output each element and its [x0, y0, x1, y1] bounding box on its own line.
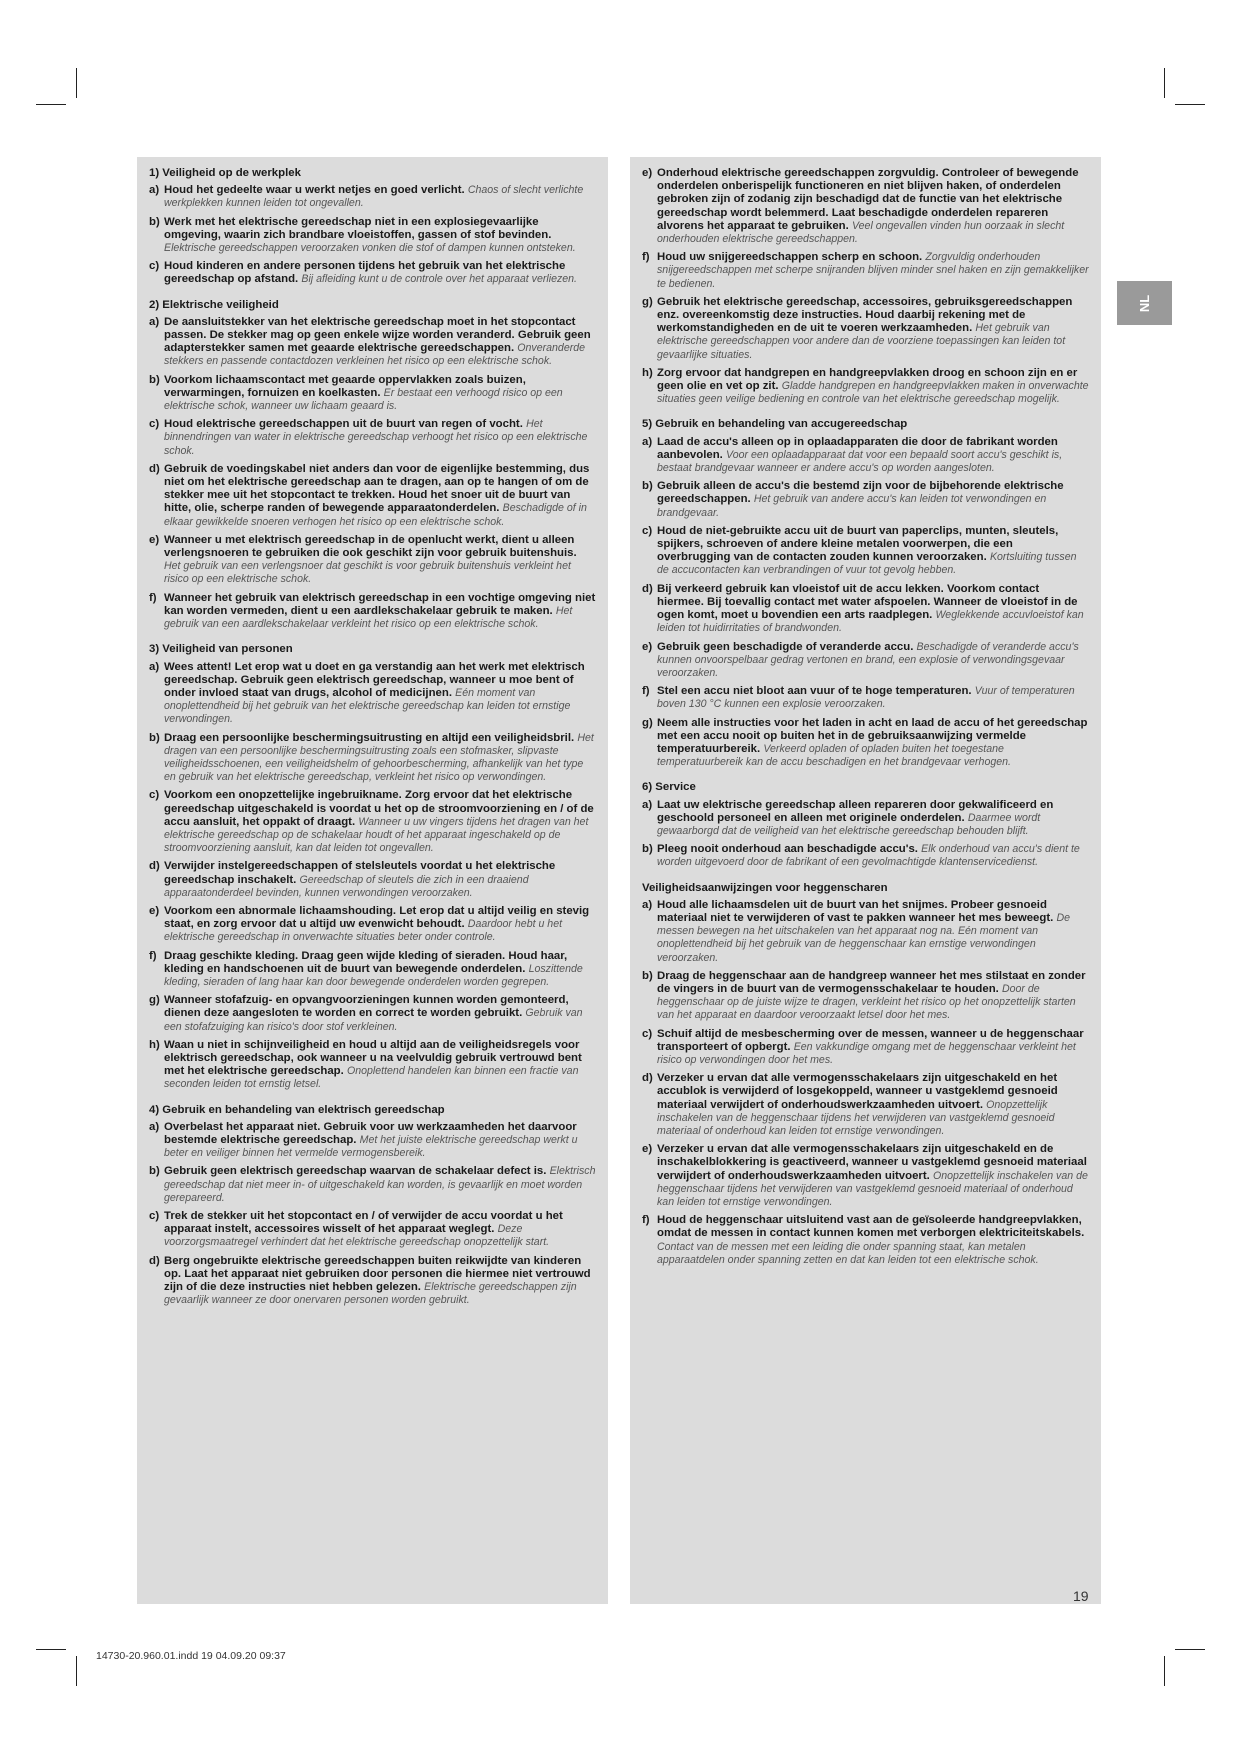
- instruction-item: [149, 1165, 596, 1205]
- instruction-item: [149, 732, 596, 785]
- item-instruction: Berg ongebruikte elektrische gereedschappen buiten reikwijdte van kinderen op. Laat het apparaat niet gebruiken door personen die hiermee niet vertrouwd zijn of die deze instructies niet hebben gelezen.: [164, 1254, 591, 1294]
- item-instruction: Neem alle instructies voor het laden in acht en laad de accu of het gereedschap met een accu nooit op buiten het in de gebruiksaanwijzing vermelde temperatuurbereik.: [657, 716, 1088, 755]
- item-letter: d): [149, 860, 160, 873]
- instruction-item: [642, 899, 1089, 965]
- section: [642, 781, 1089, 869]
- instruction-item: [149, 184, 596, 210]
- item-instruction: Trek de stekker uit het stopcontact en / of verwijder de accu voordat u het apparaat instelt, accessoires wisselt of het apparaat weglegt.: [164, 1210, 563, 1236]
- item-letter: a): [642, 798, 653, 811]
- item-instruction: Verzeker u ervan dat alle vermogensschakelaars zijn uitgeschakeld en de inschakelblokkering is geactiveerd, wanneer u vastgeklemd gesnoeid materiaal verwijdert of onderhoudswerkzaamheden uitvoert.: [657, 1143, 1087, 1182]
- item-instruction: Gebruik de voedingskabel niet anders dan voor de eigenlijke bestemming, dus niet om het elektrische gereedschap aan te dragen, aan op te hangen of om de stekker mee uit het stopcontact te trekken. Houd het snoer uit de buurt van hitte, olie, scherpe randen of bewegende apparaatonderdelen.: [164, 462, 590, 515]
- item-explanation: Het gebruik van een verlengsnoer dat geschikt is voor gebruik buitenshuis verkleint het risico op een elektrische schok.: [164, 560, 571, 586]
- item-letter: b): [642, 969, 653, 982]
- instruction-item: [642, 296, 1089, 362]
- instruction-item: [642, 525, 1089, 578]
- item-letter: b): [149, 215, 160, 228]
- item-letter: b): [642, 843, 653, 856]
- crop-mark: [76, 68, 77, 98]
- instruction-item: [149, 661, 596, 727]
- instruction-item: [149, 950, 596, 990]
- item-letter: g): [149, 994, 160, 1007]
- section: [149, 167, 596, 287]
- instruction-item: [642, 1214, 1089, 1267]
- item-instruction: Overbelast het apparaat niet. Gebruik voor uw werkzaamheden het daarvoor bestemde elektrische gereedschap.: [164, 1120, 577, 1146]
- item-instruction: Bij verkeerd gebruik kan vloeistof uit de accu lekken. Voorkom contact hiermee. Bij toevallig contact met water afspoelen. Wanneer de vloeistof in de ogen komt, moet u bovendien een arts raadplegen.: [657, 582, 1078, 622]
- item-explanation: Elektrische gereedschappen zijn gevaarlijk wanneer ze door onervaren personen worden gebruikt.: [164, 1281, 577, 1307]
- item-instruction: De aansluitstekker van het elektrische gereedschap moet in het stopcontact passen. De stekker mag op geen enkele wijze worden veranderd. Gebruik geen adapterstekker samen met geaarde elektrische gereedschappen.: [164, 315, 591, 355]
- item-letter: f): [149, 591, 157, 604]
- crop-mark: [1175, 1649, 1205, 1650]
- instruction-item: [149, 534, 596, 587]
- item-letter: b): [149, 731, 160, 744]
- item-letter: c): [642, 524, 653, 537]
- section: [149, 1104, 596, 1308]
- item-explanation: Elektrische gereedschappen veroorzaken vonken die stof of dampen kunnen ontsteken.: [164, 242, 576, 255]
- item-letter: d): [642, 582, 653, 595]
- item-explanation: Wanneer u uw vingers tijdens het dragen van het elektrische gereedschap op de schakelaar houdt of het apparaat ingeschakeld op de stroomvoorziening aansluit, kan dat leiden tot ongevallen.: [164, 815, 589, 855]
- instruction-item: [642, 970, 1089, 1023]
- item-explanation: Zorgvuldig onderhouden snijgereedschappen met scherpe snijranden blijven minder snel haken en zijn gemakkelijker te bedienen.: [657, 251, 1089, 290]
- item-explanation: Gereedschap of sleutels die zich in een draaiend apparaatonderdeel bevinden, kunnen verwondingen veroorzaken.: [164, 873, 529, 899]
- item-instruction: Houd de heggenschaar uitsluitend vast aan de geïsoleerde handgreepvlakken, omdat de messen in contact kunnen komen met verborgen elektriciteitskabels.: [657, 1214, 1085, 1240]
- instruction-item: [642, 480, 1089, 520]
- item-letter: b): [642, 480, 653, 493]
- item-instruction: Draag de heggenschaar aan de handgreep wanneer het mes stilstaat en zonder de vingers in de buurt van de vermogensschakelaar te houden.: [657, 969, 1086, 995]
- item-letter: a): [149, 1120, 160, 1133]
- item-instruction: Zorg ervoor dat handgrepen en handgreepvlakken droog en schoon zijn en er geen olie en vet op zit.: [657, 366, 1078, 393]
- item-letter: d): [642, 1072, 653, 1085]
- instruction-item: [149, 463, 596, 529]
- item-letter: h): [149, 1038, 160, 1051]
- item-letter: h): [642, 366, 653, 379]
- instruction-item: [149, 316, 596, 369]
- crop-mark: [36, 1649, 66, 1650]
- item-letter: g): [642, 295, 653, 308]
- item-explanation: Gebruik van een stofafzuiging kan risico's door stof verkleinen.: [164, 1007, 583, 1033]
- item-instruction: Waan u niet in schijnveiligheid en houd u altijd aan de veiligheidsregels voor elektrisch gereedschap, ook wanneer u na veelvuldig gebruik vertrouwd bent met het elektrische gereedschap.: [164, 1038, 582, 1078]
- item-letter: c): [149, 418, 160, 431]
- item-instruction: Verzeker u ervan dat alle vermogensschakelaars zijn uitgeschakeld en het accublok is verwijderd of losgekoppeld, wanneer u vastgeklemd gesnoeid materiaal verwijdert of onderhoudswerkzaamheden uitvoert.: [657, 1072, 1058, 1111]
- section: [149, 299, 596, 632]
- item-instruction: Voorkom lichaamscontact met geaarde oppervlakken zoals buizen, verwarmingen, fornuizen en koelkasten.: [164, 373, 526, 399]
- instruction-item: [149, 1121, 596, 1161]
- item-explanation: Een vakkundige omgang met de heggenschaar verkleint het risico op verwondingen door het mes.: [657, 1040, 1076, 1066]
- item-explanation: Door de heggenschaar op de juiste wijze te dragen, verkleint het risico op het onopzettelijk starten van het apparaat en daardoor veroorzaakt letsel door het mes.: [657, 982, 1076, 1022]
- instruction-item: [149, 418, 596, 458]
- item-explanation: Het gebruik van een aardlekschakelaar verkleint het risico op een elektrische schok.: [164, 604, 573, 631]
- item-letter: a): [149, 184, 160, 197]
- item-instruction: Houd uw snijgereedschappen scherp en schoon.: [657, 251, 923, 264]
- item-letter: e): [149, 904, 160, 917]
- item-explanation: Er bestaat een verhoogd risico op een elektrische schok, wanneer uw lichaam geaard is.: [164, 386, 563, 413]
- item-instruction: Gebruik alleen de accu's die bestemd zijn voor de bijbehorende elektrische gereedschappen.: [657, 480, 1064, 506]
- item-instruction: Houd elektrische gereedschappen uit de buurt van regen of vocht.: [164, 418, 523, 431]
- item-instruction: Stel een accu niet bloot aan vuur of te hoge temperaturen.: [657, 685, 972, 698]
- instruction-item: [149, 216, 596, 256]
- item-letter: b): [149, 1165, 160, 1178]
- item-explanation: Met het juiste elektrische gereedschap werkt u beter en veiliger binnen het vermelde vermogensbereik.: [164, 1134, 578, 1160]
- item-letter: d): [149, 462, 160, 475]
- item-instruction: Onderhoud elektrische gereedschappen zorgvuldig. Controleer of bewegende onderdelen onberispelijk functioneren en niet blijven haken, of onderdelen gebroken zijn of zodanig zijn beschadigd dat de functie van het elektrische gereedschap wordt belemmerd. Laat beschadigde onderdelen repareren alvorens het apparaat te gebruiken.: [657, 167, 1079, 232]
- item-explanation: Voor een oplaadapparaat dat voor een bepaald soort accu's geschikt is, bestaat brandgevaar wanneer er andere accu's op worden aangesloten.: [657, 448, 1063, 475]
- item-explanation: Het gebruik van andere accu's kan leiden tot verwondingen en brandgevaar.: [657, 493, 1047, 519]
- item-instruction: Draag geschikte kleding. Draag geen wijde kleding of sieraden. Houd haar, kleding en handschoenen uit de buurt van bewegende onderdelen.: [164, 949, 568, 975]
- item-explanation: Elk onderhoud van accu's dient te worden uitgevoerd door de fabrikant of een gevolmachtigde klantenservicedienst.: [657, 843, 1080, 869]
- item-instruction: Houd het gedeelte waar u werkt netjes en goed verlicht.: [164, 184, 465, 197]
- item-explanation: Daardoor hebt u het elektrische gereedschap in onverwachte situaties beter onder controle.: [164, 918, 563, 944]
- item-instruction: Gebruik het elektrische gereedschap, accessoires, gebruiksgereedschappen enz. overeenkomstig deze instructies. Houd daarbij rekening met de werkomstandigheden en de uit te voeren werkzaamheden.: [657, 295, 1073, 335]
- instruction-item: [642, 843, 1089, 869]
- instruction-item: [149, 1039, 596, 1092]
- item-explanation: Het binnendringen van water in elektrische gereedschap verhoogt het risico op een elektrische schok.: [164, 418, 588, 457]
- instruction-item: [642, 583, 1089, 636]
- instruction-item: [642, 367, 1089, 407]
- item-letter: e): [642, 167, 653, 179]
- item-instruction: Wanneer stofafzuig- en opvangvoorzieningen kunnen worden gemonteerd, dienen deze aangesloten te worden en correct te worden gebruikt.: [164, 994, 569, 1020]
- language-tab: [1117, 281, 1172, 325]
- item-instruction: Voorkom een onopzettelijke ingebruikname. Zorg ervoor dat het elektrische gereedschap uitgeschakeld is voordat u het op de stroomvoorziening en / of de accu aansluit, het oppakt of draagt.: [164, 789, 594, 828]
- item-instruction: Wanneer u met elektrisch gereedschap in de openlucht werkt, dient u alleen verlengsnoeren te gebruiken die ook geschikt zijn voor gebruik buitenshuis.: [164, 533, 577, 560]
- crop-mark: [1164, 1656, 1165, 1686]
- instruction-item: [149, 994, 596, 1034]
- section-title: 3) Veiligheid van personen: [149, 643, 293, 656]
- item-letter: c): [642, 1027, 653, 1040]
- right-column: [630, 157, 1101, 1604]
- item-instruction: Houd alle lichaamsdelen uit de buurt van het snijmes. Probeer gesnoeid materiaal niet te verwijderen of vast te pakken wanneer het mes beweegt.: [657, 898, 1054, 924]
- section: [642, 882, 1089, 1267]
- item-instruction: Houd de niet-gebruikte accu uit de buurt van paperclips, munten, sleutels, spijkers, schroeven of andere kleine metalen voorwerpen, die een overbrugging van de contacten zouden kunnen veroorzaken.: [657, 524, 1059, 564]
- item-instruction: Gebruik geen beschadigde of veranderde accu.: [657, 640, 914, 653]
- item-explanation: Beschadigde of in elkaar gewikkelde snoeren verhogen het risico op een elektrische schok.: [164, 502, 587, 528]
- instruction-item: [642, 641, 1089, 681]
- item-letter: c): [149, 1210, 160, 1223]
- item-explanation: Bij afleiding kunt u de controle over het apparaat verliezen.: [301, 273, 577, 286]
- item-explanation: Gladde handgrepen en handgreepvlakken maken in onverwachte situaties geen veilige bediening en controle van het elektrische gereedschap mogelijk.: [657, 380, 1089, 406]
- instruction-item: [642, 167, 1089, 246]
- instruction-item: [149, 374, 596, 414]
- item-explanation: De messen bewegen na het uitschakelen van het apparaat nog na. Eén moment van onoplettendheid bij het gebruik van de heggenschaar kan ernstige verwondingen veroorzaken.: [657, 911, 1071, 964]
- crop-mark: [76, 1656, 77, 1686]
- instruction-item: [642, 436, 1089, 476]
- section: [149, 643, 596, 1091]
- print-footer: 14730-20.960.01.indd 19 04.09.20 09:37: [96, 1650, 286, 1662]
- instruction-item: [149, 260, 596, 286]
- item-letter: e): [642, 640, 653, 653]
- instruction-item: [149, 905, 596, 945]
- item-instruction: Draag een persoonlijke beschermingsuitrusting en altijd een veiligheidsbril.: [164, 731, 575, 744]
- item-explanation: Weglekkende accuvloeistof kan leiden tot huidirritaties of brandwonden.: [657, 609, 1084, 635]
- item-explanation: Onopzettelijk inschakelen van de heggenschaar tijdens het verwijderen van vastgeklemd gesnoeid materiaal of onderhoud kan leiden tot ernstige verwondingen.: [657, 1098, 1055, 1137]
- crop-mark: [36, 104, 66, 105]
- item-instruction: Gebruik geen elektrisch gereedschap waarvan de schakelaar defect is.: [164, 1165, 547, 1178]
- item-instruction: Wees attent! Let erop wat u doet en ga verstandig aan het werk met elektrisch gereedschap. Gebruik geen elektrisch gereedschap, wanneer u moe bent of onder invloed staat van drugs, alcohol of medicijnen.: [164, 660, 585, 699]
- item-explanation: Daarmee wordt gewaarborgd dat de veiligheid van het elektrische gereedschap behouden blijft.: [657, 811, 1041, 837]
- item-explanation: Eén moment van onoplettendheid bij het gebruik van het elektrische gereedschap kan leiden tot ernstige verwondingen.: [164, 686, 571, 726]
- item-instruction: Werk met het elektrische gereedschap niet in een explosiegevaarlijke omgeving, waarin zich brandbare vloeistoffen, gassen of stof bevinden.: [164, 215, 552, 241]
- instruction-item: [149, 860, 596, 900]
- item-explanation: Contact van de messen met een leiding die onder spanning staat, kan metalen apparaatdelen onder spanning zetten en dat kan leiden tot een elektrische schok.: [657, 1240, 1039, 1266]
- instruction-item: [642, 1028, 1089, 1068]
- item-instruction: Voorkom een abnormale lichaamshouding. Let erop dat u altijd veilig en stevig staat, en zorg ervoor dat u altijd uw evenwicht behoudt.: [164, 904, 590, 931]
- section-title: 4) Gebruik en behandeling van elektrisch gereedschap: [149, 1103, 445, 1116]
- instruction-item: [642, 799, 1089, 839]
- item-letter: e): [642, 1143, 653, 1156]
- item-letter: a): [149, 660, 160, 673]
- item-explanation: Vuur of temperaturen boven 130 °C kunnen een explosie veroorzaken.: [657, 685, 1075, 711]
- section: [642, 167, 1089, 406]
- item-explanation: Het dragen van een persoonlijke beschermingsuitrusting zoals een stofmasker, slipvaste veiligheidsschoenen, een veiligheidshelm of gehoorbescherming, afhankelijk van het type en gebruik van het elektrische gereedschap, verkleint het risico op verwondingen.: [164, 731, 594, 784]
- instruction-item: [642, 1143, 1089, 1209]
- item-letter: f): [642, 251, 650, 264]
- crop-mark: [1164, 68, 1165, 98]
- instruction-item: [642, 1072, 1089, 1138]
- item-instruction: Laat uw elektrische gereedschap alleen repareren door gekwalificeerd en geschoold personeel en alleen met originele onderdelen.: [657, 798, 1054, 824]
- item-letter: f): [642, 1214, 650, 1227]
- language-tab-label: NL: [1137, 294, 1152, 312]
- item-explanation: Verkeerd opladen of opladen buiten het toegestane temperatuurbereik kan de accu beschadigen en het brandgevaar verhogen.: [657, 742, 1011, 769]
- item-letter: e): [149, 533, 160, 546]
- item-explanation: Onopzettelijk inschakelen van de heggenschaar tijdens het verwijderen van vastgeklemd gesnoeid materiaal of onderhoud kan leiden tot ernstige verwondingen.: [657, 1169, 1088, 1209]
- instruction-item: [642, 717, 1089, 770]
- item-letter: d): [149, 1254, 160, 1267]
- page-number: 19: [1073, 1588, 1089, 1604]
- section-title: 2) Elektrische veiligheid: [149, 298, 279, 311]
- item-letter: g): [642, 716, 653, 729]
- item-letter: b): [149, 373, 160, 386]
- section-title: 1) Veiligheid op de werkplek: [149, 167, 301, 179]
- item-explanation: Onveranderde stekkers en passende contactdozen verkleinen het risico op een elektrische schok.: [164, 342, 586, 368]
- item-instruction: Schuif altijd de mesbescherming over de messen, wanneer u de heggenschaar transporteert of opbergt.: [657, 1027, 1084, 1053]
- item-letter: c): [149, 789, 160, 802]
- item-letter: f): [149, 949, 157, 962]
- item-letter: c): [149, 260, 160, 273]
- item-instruction: Laad de accu's alleen op in oplaadapparaten die door de fabrikant worden aanbevolen.: [657, 435, 1058, 461]
- item-instruction: Pleeg nooit onderhoud aan beschadigde accu's.: [657, 843, 918, 856]
- section-title: 6) Service: [642, 781, 696, 794]
- item-explanation: Het gebruik van elektrische gereedschappen voor andere dan de voorziene toepassingen kan leiden tot gevaarlijke situaties.: [657, 322, 1066, 361]
- instruction-item: [642, 251, 1089, 291]
- section-title: Veiligheidsaanwijzingen voor heggenscharen: [642, 881, 888, 894]
- item-explanation: Onoplettend handelen kan binnen een fractie van seconden leiden tot ernstig letsel.: [164, 1065, 579, 1091]
- instruction-item: [149, 1255, 596, 1308]
- item-explanation: Kortsluiting tussen de accucontacten kan verbrandingen of vuur tot gevolg hebben.: [657, 551, 1077, 577]
- item-instruction: Wanneer het gebruik van elektrisch gereedschap in een vochtige omgeving niet kan worden vermeden, dient u een aardlekschakelaar gebruik te maken.: [164, 591, 596, 617]
- item-letter: a): [642, 435, 653, 448]
- item-letter: f): [642, 685, 650, 698]
- item-explanation: Deze voorzorgsmaatregel verhindert dat het elektrische gereedschap onopzettelijk start.: [164, 1223, 550, 1249]
- instruction-item: [149, 789, 596, 855]
- crop-mark: [1175, 104, 1205, 105]
- item-explanation: Beschadigde of veranderde accu's kunnen onvoorspelbaar gedrag vertonen en brand, een explosie of verwondingsgevaar veroorzaken.: [657, 640, 1079, 679]
- item-instruction: Verwijder instelgereedschappen of stelsleutels voordat u het elektrische gereedschap inschakelt.: [164, 860, 556, 886]
- section: [642, 418, 1089, 769]
- item-explanation: Loszittende kleding, sieraden of lang haar kan door bewegende onderdelen worden gegrepen.: [164, 962, 583, 988]
- instruction-item: [149, 1210, 596, 1250]
- instruction-item: [642, 685, 1089, 711]
- section-title: 5) Gebruik en behandeling van accugereedschap: [642, 418, 908, 431]
- item-explanation: Elektrisch gereedschap dat niet meer in- of uitgeschakeld kan worden, is gevaarlijk en moet worden gerepareerd.: [164, 1165, 596, 1204]
- item-explanation: Chaos of slecht verlichte werkplekken kunnen leiden tot ongevallen.: [164, 184, 584, 210]
- instruction-item: [149, 592, 596, 632]
- item-explanation: Veel ongevallen vinden hun oorzaak in slecht onderhouden elektrische gereedschappen.: [657, 219, 1065, 246]
- item-letter: a): [642, 898, 653, 911]
- left-column: [137, 157, 608, 1604]
- item-letter: a): [149, 315, 160, 328]
- item-instruction: Houd kinderen en andere personen tijdens het gebruik van het elektrische gereedschap op afstand.: [164, 260, 566, 286]
